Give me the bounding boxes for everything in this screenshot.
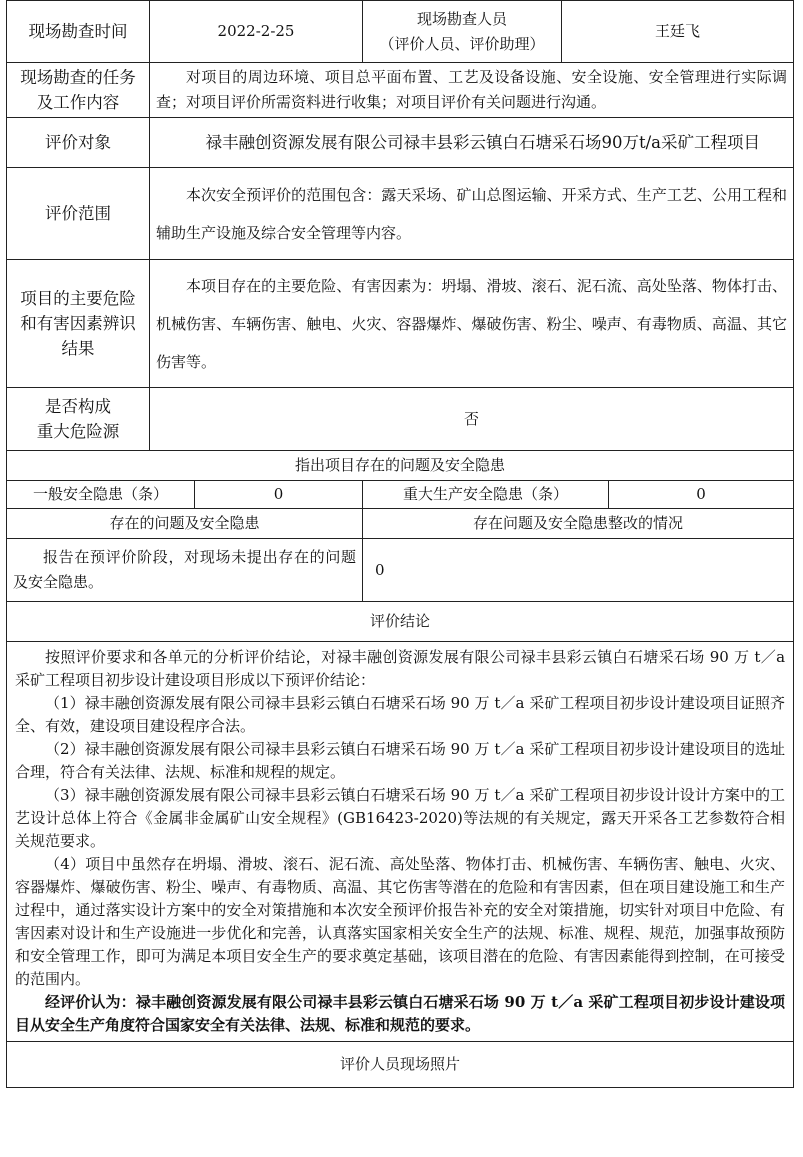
survey-personnel-value: 王廷飞 (562, 1, 794, 63)
conclusion-content (7, 642, 794, 1042)
problems-column-header: 存在的问题及安全隐患 (7, 509, 363, 539)
hazards-label-line3: 结果 (61, 339, 95, 358)
general-hazard-count: 0 (195, 481, 363, 509)
survey-row (7, 1, 794, 63)
survey-personnel-label (363, 1, 562, 63)
hazards-row (7, 260, 794, 388)
issues-detail-row (7, 539, 794, 602)
task-label-line2: 及工作内容 (36, 93, 120, 112)
major-label-line1: 是否构成 (45, 397, 111, 416)
conclusion-item-2: （2）禄丰融创资源发展有限公司禄丰县彩云镇白石塘采石场 90 万 t／a 采矿工程项目初步设计建设项目的选址合理，符合有关法律、法规、标准和规程的规定。 (15, 740, 786, 781)
survey-time-label: 现场勘查时间 (7, 1, 150, 63)
object-row (7, 118, 794, 168)
conclusion-intro: 按照评价要求和各单元的分析评价结论，对禄丰融创资源发展有限公司禄丰县彩云镇白石塘采石场 90 万 t／a 采矿工程项目初步设计建设项目形成以下预评价结论： (15, 648, 786, 689)
photos-row (7, 1042, 794, 1088)
survey-time-value: 2022-2-25 (150, 1, 363, 63)
scope-content: 本次安全预评价的范围包含：露天采场、矿山总图运输、开采方式、生产工艺、公用工程和辅助生产设施及综合安全管理等内容。 (150, 168, 794, 260)
task-row (7, 63, 794, 118)
object-label: 评价对象 (7, 118, 150, 168)
major-hazard-count-label: 重大生产安全隐患（条） (363, 481, 609, 509)
rectify-column-header: 存在问题及安全隐患整改的情况 (363, 509, 794, 539)
survey-form-table (6, 0, 794, 1088)
hazards-label-line2: 和有害因素辨识 (20, 314, 136, 333)
personnel-label-line1: 现场勘查人员 (417, 9, 508, 28)
task-label-line1: 现场勘查的任务 (20, 68, 136, 87)
general-hazard-label: 一般安全隐患（条） (7, 481, 195, 509)
hazards-label-line1: 项目的主要危险 (20, 289, 136, 308)
task-content: 对项目的周边环境、项目总平面布置、工艺及设备设施、安全设施、安全管理进行实际调查；对项目评价所需资料进行收集；对项目评价有关问题进行沟通。 (150, 63, 794, 118)
hazards-label (7, 260, 150, 388)
photos-header: 评价人员现场照片 (7, 1042, 794, 1088)
conclusion-item-4: （4）项目中虽然存在坍塌、滑坡、滚石、泥石流、高处坠落、物体打击、机械伤害、车辆伤害、触电、火灾、容器爆炸、爆破伤害、粉尘、噪声、有毒物质、高温、其它伤害等潜在的危险和有害因素，但在项目建设施工和生产过程中，通过落实设计方案中的安全对策措施和本次安全预评价报告补充的安全对策措施，切实针对项目中危险、有害因素对设计和生产设施进一步优化和完善，认真落实国家相关安全生产的法规、标准、规程、规范，加强事故预防和安全管理工作，即可为满足本项目安全生产的要求奠定基础，该项目潜在的危险、有害因素能得到控制，在可接受的范围内。 (15, 855, 786, 988)
issues-columns-row (7, 509, 794, 539)
issues-header: 指出项目存在的问题及安全隐患 (7, 451, 794, 481)
major-label-line2: 重大危险源 (36, 422, 120, 441)
conclusion-header-row (7, 602, 794, 642)
issues-count-row (7, 481, 794, 509)
conclusion-final: 经评价认为：禄丰融创资源发展有限公司禄丰县彩云镇白石塘采石场 90 万 t／a 采矿工程项目初步设计建设项目从安全生产角度符合国家安全有关法律、法规、标准和规范的要求。 (15, 993, 786, 1034)
conclusion-row (7, 642, 794, 1042)
major-hazard-label (7, 388, 150, 451)
scope-label: 评价范围 (7, 168, 150, 260)
conclusion-item-1: （1）禄丰融创资源发展有限公司禄丰县彩云镇白石塘采石场 90 万 t／a 采矿工程项目初步设计建设项目证照齐全、有效，建设项目建设程序合法。 (15, 694, 786, 735)
major-hazard-row (7, 388, 794, 451)
conclusion-item-3: （3）禄丰融创资源发展有限公司禄丰县彩云镇白石塘采石场 90 万 t／a 采矿工程项目初步设计设计方案中的工艺设计总体上符合《金属非金属矿山安全规程》(GB16423-2020)等法规的有关规定，露天开采各工艺参数符合相关规范要求。 (15, 786, 786, 850)
rectify-value: 0 (363, 539, 794, 602)
personnel-label-line2: （评价人员、评价助理） (379, 34, 545, 53)
scope-row (7, 168, 794, 260)
issues-header-row (7, 451, 794, 481)
object-content: 禄丰融创资源发展有限公司禄丰县彩云镇白石塘采石场90万t/a采矿工程项目 (150, 118, 794, 168)
conclusion-header: 评价结论 (7, 602, 794, 642)
major-hazard-value: 否 (150, 388, 794, 451)
major-hazard-count: 0 (609, 481, 794, 509)
problems-text: 报告在预评价阶段，对现场未提出存在的问题及安全隐患。 (7, 539, 363, 602)
task-label (7, 63, 150, 118)
hazards-content: 本项目存在的主要危险、有害因素为：坍塌、滑坡、滚石、泥石流、高处坠落、物体打击、机械伤害、车辆伤害、触电、火灾、容器爆炸、爆破伤害、粉尘、噪声、有毒物质、高温、其它伤害等。 (150, 260, 794, 388)
